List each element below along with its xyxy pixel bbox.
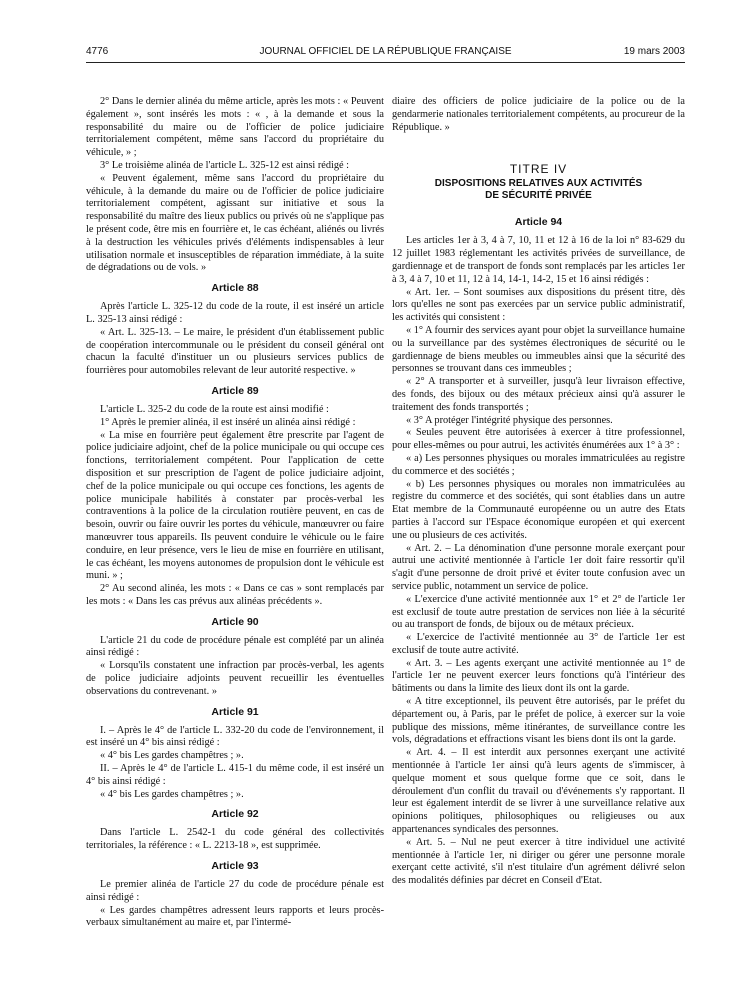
- paragraph: « 3° A protéger l'intégrité physique des personnes.: [406, 414, 613, 426]
- journal-title: JOURNAL OFFICIEL DE LA RÉPUBLIQUE FRANÇAISE: [259, 46, 512, 57]
- paragraph: L'article 21 du code de procédure pénale est complété par un alinéa ainsi rédigé :: [86, 634, 384, 659]
- article-91-heading: Article 91: [211, 705, 259, 718]
- paragraph: « 4° bis Les gardes champêtres ; ».: [100, 788, 244, 800]
- paragraph: « a) Les personnes physiques ou morales immatriculées au registre du commerce et des sociétés ;: [392, 452, 685, 477]
- article-92-heading: Article 92: [211, 808, 259, 821]
- paragraph: 2° Au second alinéa, les mots : « Dans ce cas » sont remplacés par les mots : « Dans les cas prévus aux alinéas précédents ».: [86, 583, 384, 607]
- right-column: [392, 96, 685, 888]
- paragraph: II. – Après le 4° de l'article L. 415-1 du même code, il est inséré un 4° bis ainsi rédigé :: [86, 763, 384, 787]
- header-rule: [86, 62, 685, 63]
- paragraph: Après l'article L. 325-12 du code de la route, il est inséré un article L. 325-13 ainsi rédigé :: [86, 301, 384, 325]
- article-94-heading: Article 94: [514, 216, 563, 229]
- paragraph: « 1° A fournir des services ayant pour objet la surveillance humaine ou la surveillance par des systèmes électroniques de sécurité ou le gardiennage de biens meubles ou immeubles ainsi que la sécurité des personnes se trouvant dans ces immeubles ;: [392, 324, 685, 375]
- paragraph: Les articles 1er à 3, 4 à 7, 10, 11 et 12 à 16 de la loi n° 83-629 du 12 juillet 1983 réglementant les activités privées de surveillance, de gardiennage et de transport de fonds sont remplacés par les articles 1er à 3, 4 à 7, 10 et 11, 12 à 14, 14-1, 14-2, 15 et 16 ainsi rédigés :: [392, 235, 685, 285]
- paragraph: « A titre exceptionnel, ils peuvent être autorisés, par le préfet du département ou, à Paris, par le préfet de police, à exercer sur la voie publique des missions, même itinérantes, de surveillance contre les vols, dégradations et effractions visant les biens dont ils ont la garde.: [392, 696, 685, 746]
- page-number: 4776: [86, 46, 109, 57]
- paragraph: « Art. 1er. – Sont soumises aux dispositions du présent titre, dès lors qu'elles ne sont pas exercées par un service public administratif, les activités qui consistent :: [392, 286, 685, 324]
- paragraph: 2° Dans le dernier alinéa du même article, après les mots : « Peuvent également », sont insérés les mots : « , à la demande et sous la responsabilité du maire ou de l'officier de police judiciaire territorialement compétent, même sans l'accord du propriétaire du véhicule, » ;: [86, 96, 384, 159]
- title-iv-heading: TITRE IV: [509, 162, 568, 177]
- paragraph: « Les gardes champêtres adressent leurs rapports et leurs procès-verbaux simultanément au maire et, par l'intermé-: [86, 904, 384, 929]
- paragraph: 1° Après le premier alinéa, il est inséré un alinéa ainsi rédigé :: [100, 416, 356, 428]
- paragraph: Dans l'article L. 2542-1 du code général des collectivités territoriales, la référence : « L. 2213-18 », est supprimée.: [86, 827, 384, 852]
- paragraph: « 4° bis Les gardes champêtres ; ».: [100, 750, 244, 762]
- paragraph: « Art. 4. – Il est interdit aux personnes exerçant une activité mentionnée à l'article 1er ainsi qu'à leurs agents de s'immiscer, à quelque moment et sous quelque forme que ce soit, dans le déroulement d'un conflit du travail ou d'événements s'y rapportant. Il leur est également interdit de se livrer à une surveillance relative aux opinions politiques, philosophiques ou religieuses ou aux appartenances syndicales des personnes.: [392, 747, 685, 836]
- publication-date: 19 mars 2003: [623, 46, 685, 57]
- paragraph: Le premier alinéa de l'article 27 du code de procédure pénale est ainsi rédigé :: [86, 879, 384, 903]
- paragraph: « Peuvent également, même sans l'accord du propriétaire du véhicule, à la demande du maire ou de l'officier de police judiciaire territorialement compétent, agissant sur initiative et sous la responsabilité du maître des lieux publics ou privés où ne s'applique pas le présent code, être mis en fourrière et, le cas échéant, aliénés ou livrés à la destruction les véhicules privés d'éléments indispensables à leur utilisation normale et insusceptibles de réparation immédiate, à la suite de dégradations ou de vols. »: [86, 172, 384, 274]
- page-header: [86, 46, 685, 62]
- paragraph: « Seules peuvent être autorisées à exercer à titre professionnel, pour elles-mêmes ou pour autrui, les activités énumérées aux 1° à 3° :: [392, 427, 685, 452]
- paragraph: diaire des officiers de police judiciaire de la police ou de la gendarmerie nationales territorialement compétents, au procureur de la République. »: [392, 96, 685, 133]
- paragraph: « Art. 3. – Les agents exerçant une activité mentionnée au 1° de l'article 1er ne peuvent exercer leurs fonctions qu'à l'intérieur des bâtiments ou dans la limite des lieux dont ils ont la garde.: [392, 657, 685, 695]
- article-88-heading: Article 88: [211, 282, 259, 295]
- subtitle-line: DE SÉCURITÉ PRIVÉE: [485, 190, 592, 202]
- paragraph: « Art. L. 325-13. – Le maire, le président d'un établissement public de coopération intercommunale ou le président du conseil général ont chacun la faculté d'instituer un ou plusieurs services publics de fourrières pour automobiles relevant de leur autorité respective. »: [86, 326, 384, 377]
- left-column: [86, 96, 384, 930]
- paragraph: « La mise en fourrière peut également être prescrite par l'agent de police judiciaire adjoint, chef de la police municipale ou qui occupe ces fonctions, territorialement compétent. Pour l'application de cette disposition et sur prescription de l'agent de police judiciaire adjoint, chef de la police municipale ou qui occupe ces fonctions, les agents de police municipale habilités à constater par procès-verbal les contraventions à la police de la circulation routière peuvent, en cas de besoin, ouvrir ou faire ouvrir les portes du véhicule, manœuvrer ou faire manœuvrer tous appareils. Ils peuvent conduire le véhicule ou le faire conduire, en leur présence, vers le lieu de mise en fourrière en utilisant, le cas échéant, les moyens autonomes de propulsion dont le véhicule est muni. » ;: [86, 429, 384, 582]
- paragraph: « L'exercice d'une activité mentionnée aux 1° et 2° de l'article 1er est exclusif de toute autre prestation de services non liée à la sécurité ou au transport de fonds, de bijoux ou de métaux précieux.: [392, 593, 685, 631]
- paragraph: « Art. 5. – Nul ne peut exercer à titre individuel une activité mentionnée à l'article 1er, ni diriger ou gérer une personne morale exerçant cette activité, s'il n'est titulaire d'un agrément délivré selon des modalités définies par décret en Conseil d'Etat.: [392, 836, 685, 887]
- subtitle-line: DISPOSITIONS RELATIVES AUX ACTIVITÉS: [434, 178, 643, 190]
- paragraph: « Art. 2. – La dénomination d'une personne morale exerçant pour autrui une activité mentionnée à l'article 1er doit faire ressortir qu'il s'agit d'une personne de droit privé et éviter toute confusion avec un service public, notamment un service de police.: [392, 542, 685, 592]
- paragraph: 3° Le troisième alinéa de l'article L. 325-12 est ainsi rédigé :: [100, 159, 350, 171]
- title-iv-subtitle: [392, 178, 685, 202]
- paragraph: « Lorsqu'ils constatent une infraction par procès-verbal, les agents de police judiciaire adjoints peuvent recueillir les éventuelles observations du contrevenant. »: [86, 660, 384, 697]
- article-90-heading: Article 90: [211, 615, 259, 628]
- paragraph: « b) Les personnes physiques ou morales non immatriculées au registre du commerce et des sociétés, qui sont établies dans un autre Etat membre de la Communauté européenne ou un autre des Etats parties à l'accord sur l'Espace économique européen et qui exercent une ou plusieurs de ces activités.: [392, 478, 685, 541]
- paragraph: « 2° A transporter et à surveiller, jusqu'à leur livraison effective, des fonds, des bijoux ou des métaux précieux ainsi qu'à assurer le traitement des fonds transportés ;: [392, 376, 685, 413]
- article-89-heading: Article 89: [211, 384, 259, 397]
- paragraph: « L'exercice de l'activité mentionnée au 3° de l'article 1er est exclusif de toute autre activité.: [392, 632, 685, 656]
- paragraph: L'article L. 325-2 du code de la route est ainsi modifié :: [100, 403, 329, 415]
- paragraph: I. – Après le 4° de l'article L. 332-20 du code de l'environnement, il est inséré un 4° bis ainsi rédigé :: [86, 724, 384, 749]
- article-93-heading: Article 93: [211, 860, 259, 873]
